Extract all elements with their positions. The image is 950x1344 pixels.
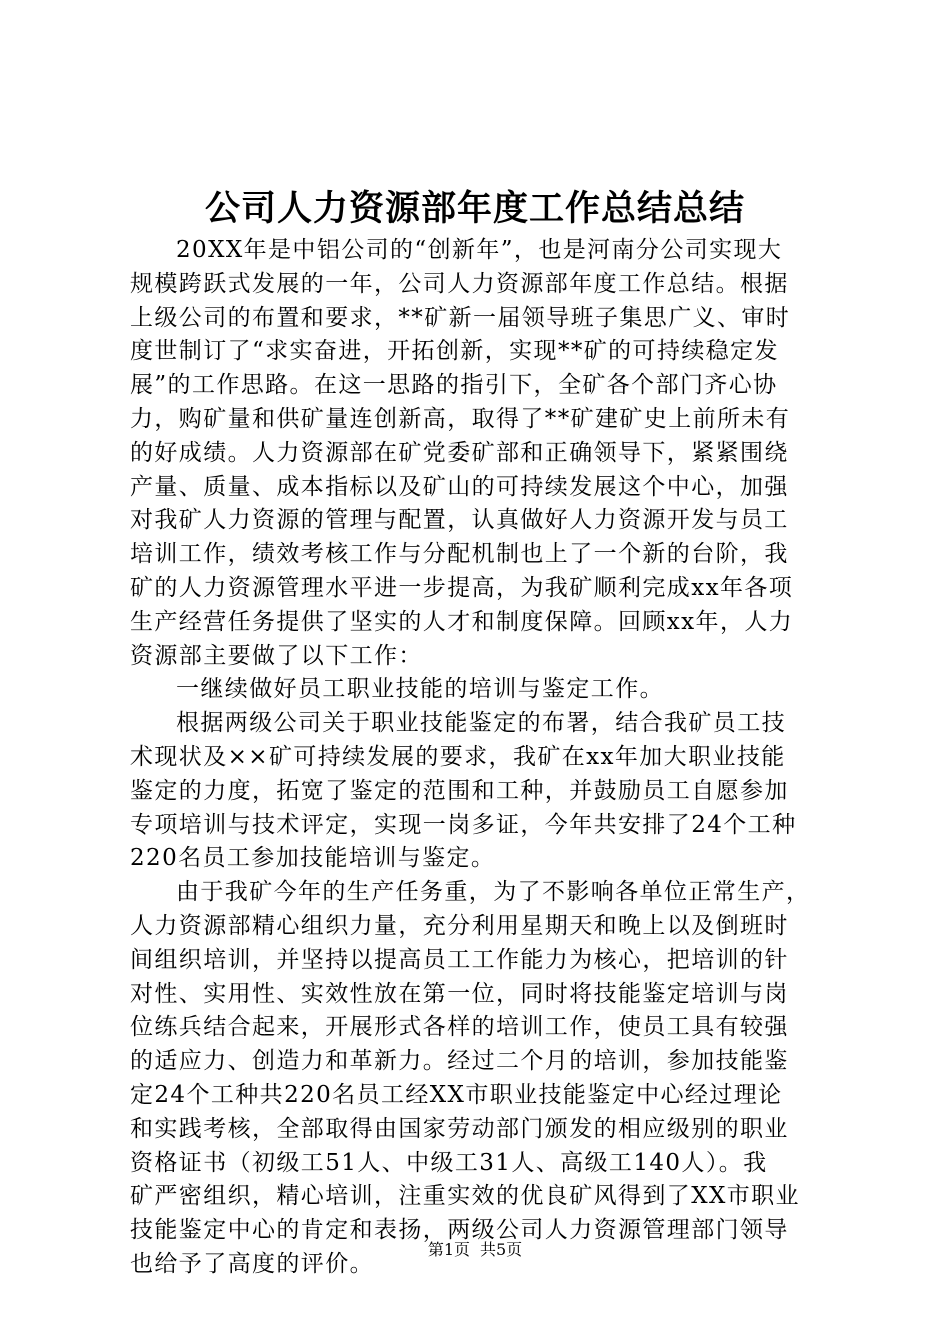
text-line: 220名员工参加技能培训与鉴定。 xyxy=(130,845,496,872)
text-line: 对我矿人力资源的管理与配置，认真做好人力资源开发与员工 xyxy=(130,507,789,534)
text-line: 度世制订了“求实奋进，开拓创新，实现**矿的可持续稳定发 xyxy=(130,338,779,365)
text-line: 位练兵结合起来，开展形式各样的培训工作，使员工具有较强 xyxy=(130,1014,789,1041)
text-line: 的好成绩。人力资源部在矿党委矿部和正确领导下，紧紧围绕 xyxy=(130,439,789,466)
text-line: 也给予了高度的评价。 xyxy=(130,1250,374,1277)
document-body xyxy=(130,234,830,1282)
text-line: 人力资源部精心组织力量，充分利用星期天和晚上以及倒班时 xyxy=(130,912,789,939)
page-total: 共5页 xyxy=(480,1240,523,1259)
text-line: 定24个工种共220名员工经XX市职业技能鉴定中心经过理论 xyxy=(130,1081,783,1108)
text-line: 术现状及××矿可持续发展的要求，我矿在xx年加大职业技能 xyxy=(130,743,786,770)
text-line: 培训工作，绩效考核工作与分配机制也上了一个新的台阶，我 xyxy=(130,541,789,568)
text-line: 间组织培训，并坚持以提高员工工作能力为核心，把培训的针 xyxy=(130,946,789,973)
text-line: 力，购矿量和供矿量连创新高，取得了**矿建矿史上前所未有 xyxy=(130,405,791,432)
text-line: 矿的人力资源管理水平进一步提高，为我矿顺利完成xx年各项 xyxy=(130,574,794,601)
text-line: 资源部主要做了以下工作： xyxy=(130,642,423,669)
text-line: 一继续做好员工职业技能的培训与鉴定工作。 xyxy=(176,676,664,703)
text-line: 展”的工作思路。在这一思路的指引下，全矿各个部门齐心协 xyxy=(130,372,778,399)
text-line: 和实践考核，全部取得由国家劳动部门颁发的相应级别的职业 xyxy=(130,1115,789,1142)
text-line: 鉴定的力度，拓宽了鉴定的范围和工种，并鼓励员工自愿参加 xyxy=(130,777,789,804)
text-line: 由于我矿今年的生产任务重，为了不影响各单位正常生产， xyxy=(176,879,811,906)
text-line: 根据两级公司关于职业技能鉴定的布署，结合我矿员工技 xyxy=(176,710,786,737)
page-number: 第1页 xyxy=(427,1240,470,1259)
text-line: 矿严密组织，精心培训，注重实效的优良矿风得到了XX市职业 xyxy=(130,1183,800,1210)
page-footer xyxy=(0,1239,950,1261)
document-title: 公司人力资源部年度工作总结总结 xyxy=(204,188,745,229)
text-line: 技能鉴定中心的肯定和表扬，两级公司人力资源管理部门领导 xyxy=(130,1217,789,1244)
text-line: 20XX年是中铝公司的“创新年”，也是河南分公司实现大 xyxy=(176,237,783,263)
text-line: 对性、实用性、实效性放在第一位，同时将技能鉴定培训与岗 xyxy=(130,980,789,1007)
text-line: 产量、质量、成本指标以及矿山的可持续发展这个中心，加强 xyxy=(130,473,789,500)
text-line: 规模跨跃式发展的一年，公司人力资源部年度工作总结。根据 xyxy=(130,270,789,297)
text-line: 生产经营任务提供了坚实的人才和制度保障。回顾xx年，人力 xyxy=(130,608,794,635)
text-line: 专项培训与技术评定，实现一岗多证，今年共安排了24个工种 xyxy=(130,811,797,838)
text-line: 上级公司的布置和要求，**矿新一届领导班子集思广义、审时 xyxy=(130,304,791,331)
text-line: 的适应力、创造力和革新力。经过二个月的培训，参加技能鉴 xyxy=(130,1048,789,1075)
text-line: 资格证书（初级工51人、中级工31人、高级工140人）。我 xyxy=(130,1149,768,1176)
